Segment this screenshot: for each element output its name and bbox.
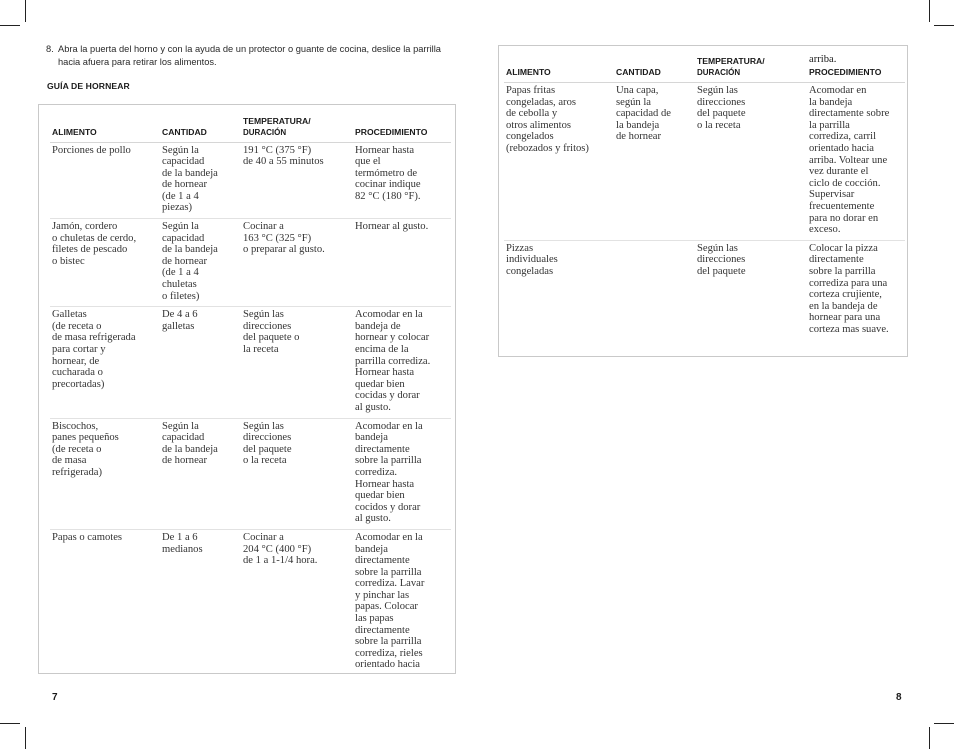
column-header-temperature [241,108,353,142]
page-number-right: 8 [896,692,902,703]
instruction-step [46,43,456,68]
table-row [504,240,905,339]
procedure-cell: Acomodar en la bandeja directamente sobre la parrilla corrediza, carril orientado hacia arriba. Voltear une vez durante el ciclo de cocción. Supervisar frecuentemente para no dorar en exceso. [807,83,905,241]
table-row [50,142,451,219]
temperature-cell: Cocinar a 163 °C (325 °F) o preparar al gusto. [241,219,353,307]
food-cell: Biscochos, panes pequeños (de receta o de masa refrigerada) [50,418,160,529]
table-row [50,307,451,418]
crop-mark [934,723,954,724]
table-row [504,83,905,241]
temperature-cell: Según las direcciones del paquete o la receta [241,307,353,418]
crop-mark [25,727,26,749]
procedure-cell: Hornear al gusto. [353,219,451,307]
procedure-cell: Acomodar en la bandeja directamente sobre la parrilla corrediza. Lavar y pinchar las papas. Colocar las papas directamente sobre la parrilla corrediza, rieles orientado hacia [355,531,425,671]
quantity-cell: Según la capacidad de la bandeja de hornear [160,418,241,529]
crop-mark [934,25,954,26]
column-header-temperature-line1: TEMPERATURA/ [243,115,311,126]
crop-mark [929,727,930,749]
crop-mark [0,723,20,724]
crop-mark [929,0,930,22]
baking-guide-table-right [504,52,905,339]
column-header-temperature [695,52,807,83]
table-header-row [50,108,451,142]
column-header-food: ALIMENTO [504,52,614,83]
step-number: 8. [46,44,54,54]
procedure-cell: Colocar la pizza directamente sobre la parrilla corrediza para una corteza crujiente, en la bandeja de hornear para una corteza mas suave. [809,242,889,335]
temperature-cell: Según las direcciones del paquete o la receta [695,83,807,241]
column-header-temperature-line2: DURACIÓN [697,68,741,77]
procedure-continuation: arriba. [809,54,837,65]
procedure-cell: Hornear hasta que el termómetro de cocinar indique 82 °C (180 °F). [353,142,451,219]
quantity-cell: De 1 a 6 medianos [162,531,203,555]
table-row [50,418,451,529]
crop-mark [0,25,20,26]
quantity-cell: Según la capacidad de la bandeja de hornear (de 1 a 4 piezas) [160,142,241,219]
column-header-procedure [807,52,905,83]
food-cell: Papas fritas congeladas, aros de cebolla y otros alimentos congelados (rebozados y fritos) [504,83,614,241]
quantity-cell: De 4 a 6 galletas [160,307,241,418]
food-cell: Pizzas individuales congeladas [506,242,558,277]
table-row [50,219,451,307]
food-cell: Porciones de pollo [50,142,160,219]
food-cell: Papas o camotes [52,531,123,543]
table-header-row [504,52,905,83]
column-header-procedure: PROCEDIMIENTO [353,108,451,142]
column-header-quantity: CANTIDAD [614,52,695,83]
column-header-food: ALIMENTO [50,108,160,142]
baking-guide-table-left [50,108,451,675]
step-text: Abra la puerta del horno y con la ayuda de un protector o guante de cocina, deslice la parrilla hacia afuera para retirar los alimentos. [58,44,441,67]
column-header-temperature-line2: DURACIÓN [243,127,287,137]
temperature-cell: 191 °C (375 °F) de 40 a 55 minutos [241,142,353,219]
table-row [50,529,451,675]
temperature-cell: Cocinar a 204 °C (400 °F) de 1 a 1-1/4 hora. [243,531,318,567]
crop-mark [25,0,26,22]
section-heading: GUÍA DE HORNEAR [47,81,130,91]
column-header-temperature-line1: TEMPERATURA/ [697,56,765,66]
column-header-quantity: CANTIDAD [160,108,241,142]
page-number-left: 7 [52,692,58,703]
column-header-procedure-label: PROCEDIMIENTO [809,67,882,77]
quantity-cell: Una capa, según la capacidad de la bandeja de hornear [614,83,695,241]
food-cell: Jamón, cordero o chuletas de cerdo, filetes de pescado o bistec [50,219,160,307]
quantity-cell [614,240,695,339]
food-cell: Galletas (de receta o de masa refrigerada para cortar y hornear, de cucharada o precortadas) [50,307,160,418]
temperature-cell: Según las direcciones del paquete o la receta [241,418,353,529]
quantity-cell: Según la capacidad de la bandeja de hornear (de 1 a 4 chuletas o filetes) [160,219,241,307]
temperature-cell: Según las direcciones del paquete [697,242,746,277]
procedure-cell: Acomodar en la bandeja directamente sobre la parrilla corrediza. Hornear hasta quedar bien cocidos y dorar al gusto. [353,418,451,529]
procedure-cell: Acomodar en la bandeja de hornear y colocar encima de la parrilla corrediza. Hornear hasta quedar bien cocidas y dorar al gusto. [353,307,451,418]
